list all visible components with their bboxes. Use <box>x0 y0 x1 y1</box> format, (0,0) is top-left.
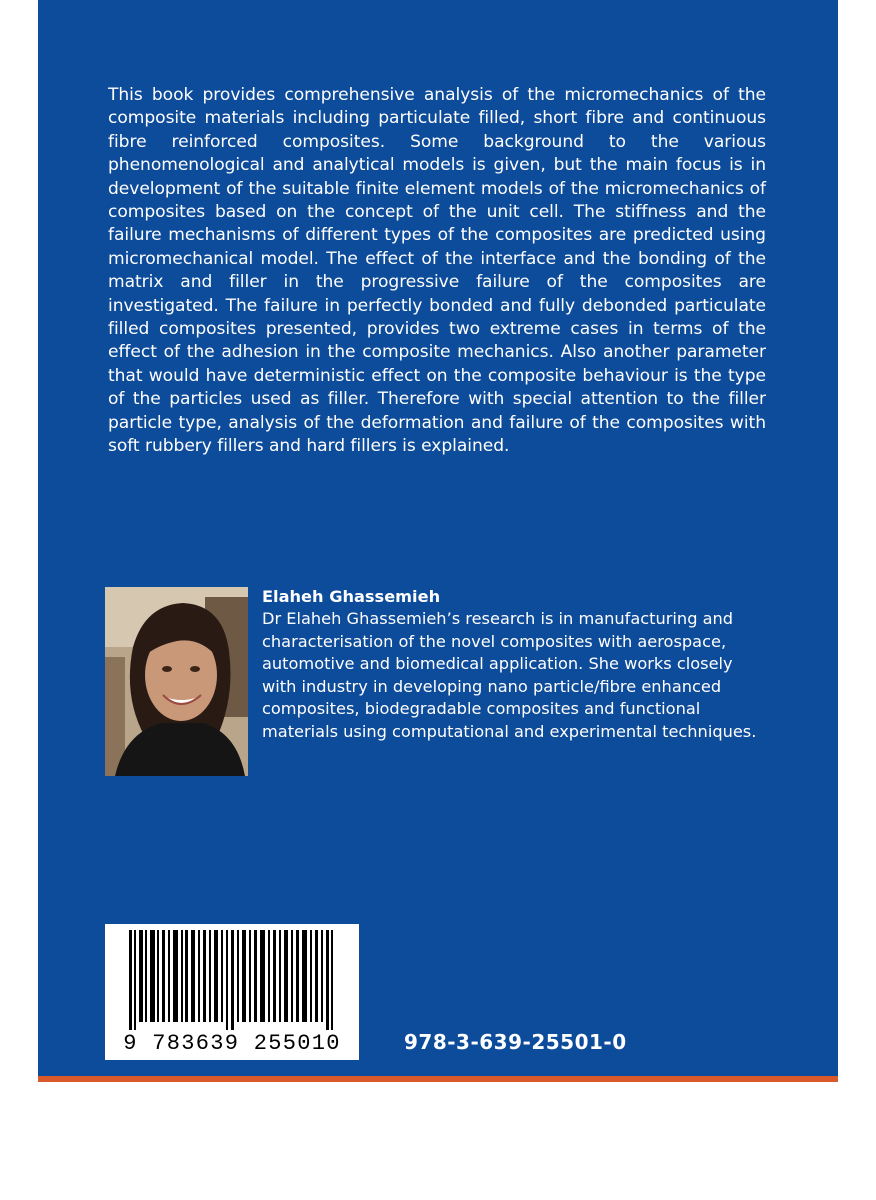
barcode-digits: 9 783639 255010 <box>123 1031 341 1056</box>
isbn-barcode <box>105 924 359 1060</box>
orange-bottom-stripe <box>38 1076 838 1082</box>
book-description: This book provides comprehensive analysis of the micromechanics of the composite materials including particulate filled, short fibre and continuous fibre reinforced composites. Some background to the various phenomenological and analytical models is given, but the main focus is in development of the suitable finite element models of the micromechanics of composites based on the concept of the unit cell. The stiffness and the failure mechanisms of different types of the composites are predicted using micromechanical model. The effect of the interface and the bonding of the matrix and filler in the progressive failure of the composites are investigated. The failure in perfectly bonded and fully debonded particulate filled composites presented, provides two extreme cases in terms of the effect of the adhesion in the composite mechanics. Also another parameter that would have deterministic effect on the composite behaviour is the type of the particles used as filler. Therefore with special attention to the filler particle type, analysis of the deformation and failure of the composites with soft rubbery fillers and hard fillers is explained. <box>108 85 766 457</box>
isbn-number: 978-3-639-25501-0 <box>404 1030 627 1054</box>
author-bio: Dr Elaheh Ghassemieh’s research is in manufacturing and characterisation of the novel composites with aerospace, automotive and biomedical application. She works closely with industry in developing nano particle/fibre enhanced composites, biodegradable composites and functional materials using computational and experimental techniques. <box>262 609 757 741</box>
author-photo <box>105 587 248 776</box>
back-cover <box>38 0 838 1076</box>
author-name: Elaheh Ghassemieh <box>262 587 441 606</box>
barcode-bars <box>111 930 353 1030</box>
